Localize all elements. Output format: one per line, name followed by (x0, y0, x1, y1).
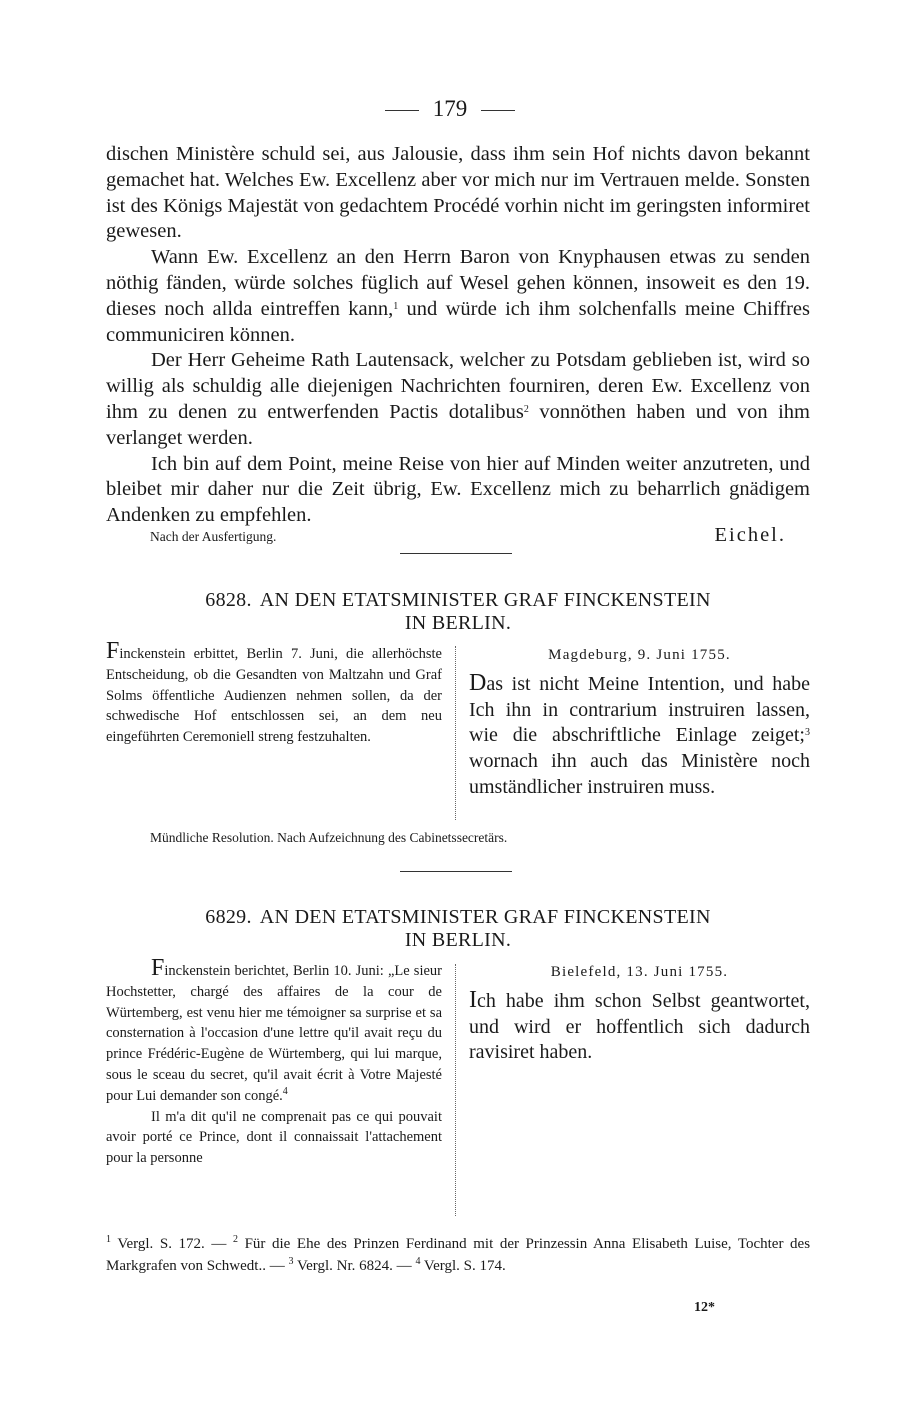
footnote-ref-3: 3 (805, 727, 810, 739)
footnote-3-mark: 3 (288, 1255, 294, 1267)
body-paragraph-2-part-a: Wann Ew. Excellenz an den Herrn Baron von Knyphausen etwas zu senden nöthig fänden, würde solches füglich auf Wesel gehen können, insoweit es den 19. dieses noch allda eintreffen kann, (106, 246, 810, 320)
entry-6828-summary-initial: F (106, 638, 120, 664)
entry-6828-summary (106, 638, 442, 748)
body-paragraph-3 (106, 348, 810, 451)
entry-6829-heading (106, 906, 810, 952)
body-paragraph-3-part-a: Der Herr Geheime Rath Lautensack, welcher zu Potsdam geblieben ist, wird so willig als schuldig alle diejenigen Nachrichten fourniren, deren Ew. Excellenz von ihm zu denen zu entwerfenden Pactis dotalibus (106, 349, 810, 423)
page-number-dash-left (385, 110, 419, 111)
entry-6828-title-line2: IN BERLIN. (404, 612, 512, 634)
source-note: Nach der Ausfertigung. (150, 529, 277, 544)
footnote-4-mark: 4 (415, 1255, 421, 1267)
entry-6829-column-divider (455, 964, 456, 1216)
body-paragraph-3-part-b: vonnöthen haben und von ihm verlanget werden. (106, 400, 811, 449)
entry-6829-reply (469, 960, 810, 1066)
entry-6828-summary-rest: inckenstein erbittet, Berlin 7. Juni, die allerhöchste Entscheidung, ob die Gesandten von Maltzahn und Graf Solms öffentliche Audienzen nehmen sollen, da der schwedische Hof entschlossen sei, an dem neu eingeführten Ceremoniell streng festzuhalten. (106, 646, 442, 746)
entry-6829-reply-text (469, 988, 810, 1066)
entry-6828-column-divider (455, 646, 456, 820)
footnote-ref-2: 2 (523, 403, 529, 415)
body-paragraph-4: Ich bin auf dem Point, meine Reise von hier auf Minden weiter anzutreten, und bleibet mir daher nur die Zeit übrig, Ew. Excellenz mich zu beharrlich gnädigem Andenken zu empfehlen. (106, 452, 810, 527)
separator-rule-2 (400, 871, 512, 872)
entry-6829-summary-part-a: inckenstein berichtet, Berlin 10. Juni: „Le sieur Hochstetter, chargé des affaires de la cour de Würtemberg, est venu hier me témoigner sa surprise et sa consternation à l'occasion d'une lettre qu'il avait reçu du prince Frédéric-Eugène de Würtemberg, qui lui marque, sous le sceau du secret, qu'il avait écrit à Votre Majesté pour Lui demander son congé. (106, 963, 442, 1104)
footnote-ref-1: 1 (393, 300, 399, 312)
body-paragraph-2-part-b: und würde ich ihm solchenfalls meine Chiffres communiciren können. (106, 297, 811, 346)
footnote-1: Vergl. S. 172. — (117, 1236, 227, 1252)
entry-6829-reply-initial: I (469, 986, 477, 1013)
separator-rule-1 (400, 553, 512, 554)
footnote-1-mark: 1 (106, 1234, 111, 1245)
entry-6828-place-date: Magdeburg, 9. Juni 1755. (548, 647, 731, 663)
entry-6829-summary (106, 955, 442, 1169)
entry-6829-summary-para2: Il m'a dit qu'il ne comprenait pas ce qui pouvait avoir porté ce Prince, dont il connaissait l'attachement pour la personne (106, 1108, 442, 1167)
continued-letter-text (106, 142, 810, 529)
entry-6829-summary-initial: F (151, 955, 165, 981)
entry-6829-title-line1: AN DEN ETATSMINISTER GRAF FINCKENSTEIN (259, 906, 711, 928)
entry-6828-reply-part-b: wornach ihn auch das Ministère noch umständlicher instruiren muss. (469, 750, 810, 798)
entry-6828-reply (469, 643, 810, 801)
entry-6828-heading-line1 (106, 589, 810, 612)
entry-6829-heading-line1 (106, 906, 810, 929)
footnote-3: Vergl. Nr. 6824. — (296, 1257, 412, 1274)
entry-6829-place-date: Bielefeld, 13. Juni 1755. (550, 964, 729, 980)
entry-6829-title-line2: IN BERLIN. (404, 929, 512, 951)
footnotes (106, 1234, 810, 1277)
entry-6829-number: 6829. (205, 906, 252, 928)
entry-6828-summary-text (106, 638, 442, 748)
entry-6828-reply-initial: D (469, 669, 487, 696)
footnote-2-mark: 2 (233, 1234, 238, 1245)
entry-6828-number: 6828. (205, 589, 252, 611)
page-number (0, 96, 900, 122)
footnote-ref-4: 4 (282, 1085, 288, 1097)
footnote-2: Für die Ehe des Prinzen Ferdinand mit der Prinzessin Anna Elisabeth Luise, Tochter des Markgrafen von Schwedt.. — (106, 1236, 811, 1274)
body-paragraph-1: dischen Ministère schuld sei, aus Jalousie, dass ihm sein Hof nichts davon bekannt gemachet hat. Welches Ew. Excellenz aber vor mich nur im Vertrauen melde. Sonsten ist des Königs Majestät von gedachtem Procédé vorhin nicht im geringsten informiret gewesen. (106, 143, 810, 243)
footnote-4: Vergl. S. 174. (423, 1257, 506, 1274)
entry-6829-summary-para1 (106, 955, 442, 1107)
page-number-dash-right (481, 110, 515, 111)
entry-6828-reply-part-a: as ist nicht Meine Intention, und habe Ich ihn in contrarium instruiren lassen, wie die abschriftliche Einlage zeiget; (469, 672, 810, 747)
entry-6829-reply-rest: ch habe ihm schon Selbst geantwortet, und wird er hoffentlich sich dadurch ravisiret haben. (469, 989, 810, 1064)
printer-signature-mark: 12* (694, 1300, 715, 1315)
body-paragraph-2 (106, 245, 810, 348)
entry-6828-resolution: Mündliche Resolution. Nach Aufzeichnung des Cabinetssecretärs. (150, 830, 508, 845)
entry-6828-title-line1: AN DEN ETATSMINISTER GRAF FINCKENSTEIN (259, 589, 711, 611)
entry-6828-reply-text (469, 671, 810, 801)
signature: Eichel. (714, 524, 786, 546)
page-number-value: 179 (432, 96, 468, 121)
entry-6828-heading (106, 589, 810, 635)
